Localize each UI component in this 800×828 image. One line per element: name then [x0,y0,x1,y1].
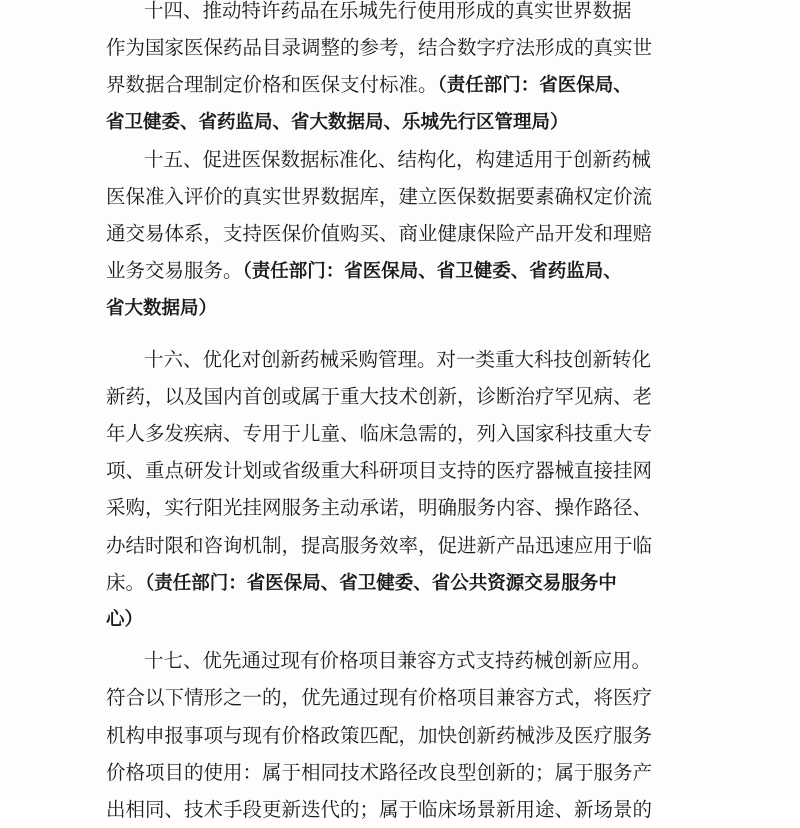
article-16-line-7 [106,564,702,601]
article-16-line-5: 采购，实行阳光挂网服务主动承诺，明确服务内容、操作路径、 [106,496,653,520]
article-14-line-1: 十四、推动特许药品在乐城先行使用形成的真实世界数据 [144,0,632,22]
article-16 [106,341,702,639]
article-15-responsibility-end: 省大数据局） [106,297,218,319]
article-16-line-2: 新药，以及国内首创或属于重大技术创新，诊断治疗罕见病、老 [106,384,653,408]
document-body [106,0,702,828]
article-14-responsibility-end: 省卫健委、省药监局、省大数据局、乐城先行区管理局） [106,111,569,133]
article-17-line-2: 符合以下情形之一的，优先通过现有价格项目兼容方式，将医疗 [106,686,653,710]
article-16-responsibility-end: 心） [106,609,144,630]
article-16-line-3: 年人多发疾病、专用于儿童、临床急需的，列入国家科技重大专 [106,422,653,446]
article-16-responsibility-start: （责任部门：省医保局、省卫健委、省公共资源交易服务中 [145,572,617,594]
article-17-line-1: 十七、优先通过现有价格项目兼容方式支持药械创新应用。 [144,649,652,673]
article-16-text-end: 床。 [106,570,146,594]
article-14 [106,0,702,141]
article-17 [106,642,702,828]
article-14-responsibility-start: （责任部门：省医保局、 [437,75,632,97]
article-16-line-6: 办结时限和咨询机制，提高服务效率，促进新产品迅速应用于临 [106,533,653,557]
article-14-line-2: 作为国家医保药品目录调整的参考，结合数字疗法形成的真实世 [106,36,653,60]
paragraph-gap [106,327,702,341]
article-17-line-4: 价格项目的使用：属于相同技术路径改良型创新的；属于服务产 [106,760,653,784]
article-15-text-end: 业务交易服务。 [106,259,243,283]
article-15-line-2: 医保准入评价的真实世界数据库，建立医保数据要素确权定价流 [106,184,653,208]
article-16-line-4: 项、重点研发计划或省级重大科研项目支持的医疗器械直接挂网 [106,459,653,483]
article-17-line-3: 机构申报事项与现有价格政策匹配，加快创新药械涉及医疗服务 [106,723,653,747]
article-15-line-4 [106,252,702,289]
article-15-line-3: 通交易体系，支持医保价值购买、商业健康保险产品开发和理赔 [106,222,653,246]
article-15-responsibility-start: （责任部门：省医保局、省卫健委、省药监局、 [242,261,622,283]
article-15 [106,141,702,327]
article-17-line-5: 出相同、技术手段更新迭代的；属于临床场景新用途、新场景的 [106,797,653,821]
article-15-line-1: 十五、促进医保数据标准化、结构化，构建适用于创新药械 [144,147,652,171]
article-14-text-end: 界数据合理制定价格和医保支付标准。 [106,73,438,97]
article-14-line-3 [106,66,702,103]
article-16-line-1: 十六、优化对创新药械采购管理。对一类重大科技创新转化 [144,347,652,371]
